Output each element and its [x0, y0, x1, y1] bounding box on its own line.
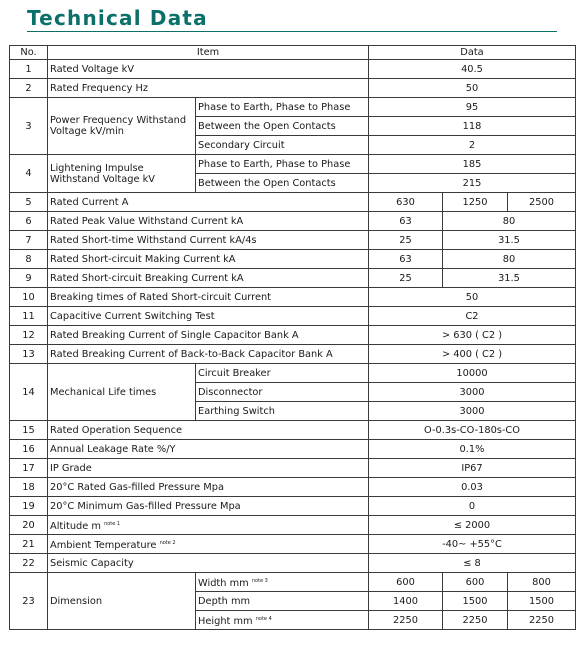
row-value: 31.5	[443, 231, 576, 250]
sub-item-value: 95	[369, 98, 576, 117]
row-value: 630	[369, 193, 443, 212]
row-number: 10	[10, 288, 48, 307]
row-item: Rated Peak Value Withstand Current kA	[48, 212, 369, 231]
table-row	[10, 155, 576, 174]
sub-item-value: 215	[369, 174, 576, 193]
table-row	[10, 288, 576, 307]
table-row	[10, 212, 576, 231]
sub-item-value: 1500	[508, 592, 576, 611]
sub-item-label: Depth mm	[196, 592, 369, 611]
row-item: Power Frequency Withstand Voltage kV/min	[48, 98, 196, 155]
row-value: 50	[369, 79, 576, 98]
table-row	[10, 307, 576, 326]
table-row	[10, 459, 576, 478]
row-value: > 400 ( C2 )	[369, 345, 576, 364]
sub-item-label: Phase to Earth, Phase to Phase	[196, 155, 369, 174]
sub-item-label: Secondary Circuit	[196, 136, 369, 155]
table-row	[10, 535, 576, 554]
row-number: 20	[10, 516, 48, 535]
row-item: 20°C Rated Gas-filled Pressure Mpa	[48, 478, 369, 497]
sub-item-value: 800	[508, 573, 576, 592]
sub-item-value: 2	[369, 136, 576, 155]
row-number: 2	[10, 79, 48, 98]
row-item: Rated Operation Sequence	[48, 421, 369, 440]
row-number: 11	[10, 307, 48, 326]
row-number: 5	[10, 193, 48, 212]
row-item: Seismic Capacity	[48, 554, 369, 573]
sub-item-label: Disconnector	[196, 383, 369, 402]
row-number: 6	[10, 212, 48, 231]
sub-item-value: 2250	[508, 611, 576, 630]
row-number: 23	[10, 573, 48, 630]
row-item: Rated Breaking Current of Back-to-Back Capacitor Bank A	[48, 345, 369, 364]
row-number: 17	[10, 459, 48, 478]
table-row	[10, 516, 576, 535]
table-row	[10, 231, 576, 250]
row-item: Capacitive Current Switching Test	[48, 307, 369, 326]
row-item: Rated Short-time Withstand Current kA/4s	[48, 231, 369, 250]
sub-item-label: Circuit Breaker	[196, 364, 369, 383]
row-item	[48, 516, 369, 535]
sub-item-label: Earthing Switch	[196, 402, 369, 421]
row-item	[48, 535, 369, 554]
row-value: O-0.3s-CO-180s-CO	[369, 421, 576, 440]
sub-item-label: Phase to Earth, Phase to Phase	[196, 98, 369, 117]
dimension-label: Height mm	[198, 615, 253, 627]
row-number: 3	[10, 98, 48, 155]
row-value: > 630 ( C2 )	[369, 326, 576, 345]
row-value: 0.03	[369, 478, 576, 497]
row-value: 25	[369, 269, 443, 288]
table-row	[10, 193, 576, 212]
table-row	[10, 554, 576, 573]
sub-item-value: 3000	[369, 383, 576, 402]
row-value: ≤ 8	[369, 554, 576, 573]
row-item: Rated Frequency Hz	[48, 79, 369, 98]
row-item-label: Altitude m	[50, 520, 101, 532]
table-row	[10, 364, 576, 383]
row-number: 4	[10, 155, 48, 193]
row-number: 1	[10, 60, 48, 79]
row-value: 63	[369, 250, 443, 269]
row-number: 8	[10, 250, 48, 269]
row-item: Rated Current A	[48, 193, 369, 212]
header-no: No.	[10, 46, 48, 60]
row-value: 31.5	[443, 269, 576, 288]
row-number: 21	[10, 535, 48, 554]
footnote-marker: note 3	[251, 577, 268, 584]
table-row	[10, 250, 576, 269]
header-item: Item	[48, 46, 369, 60]
row-number: 18	[10, 478, 48, 497]
table-header-row	[10, 46, 576, 60]
title-underline	[27, 31, 557, 32]
technical-data-table	[9, 45, 576, 630]
table-row	[10, 345, 576, 364]
row-value: 0.1%	[369, 440, 576, 459]
table-row	[10, 98, 576, 117]
table-row	[10, 79, 576, 98]
row-item: Rated Short-circuit Breaking Current kA	[48, 269, 369, 288]
row-item: IP Grade	[48, 459, 369, 478]
footnote-marker: note 1	[104, 520, 121, 527]
row-value: 2500	[508, 193, 576, 212]
table-row	[10, 573, 576, 592]
row-value: 80	[443, 250, 576, 269]
table-row	[10, 440, 576, 459]
row-value: 1250	[443, 193, 508, 212]
row-item: Lightening Impulse Withstand Voltage kV	[48, 155, 196, 193]
sub-item-value: 2250	[369, 611, 443, 630]
row-value: ≤ 2000	[369, 516, 576, 535]
sub-item-label	[196, 573, 369, 592]
row-item: Rated Breaking Current of Single Capacitor Bank A	[48, 326, 369, 345]
row-item: Rated Short-circuit Making Current kA	[48, 250, 369, 269]
row-number: 9	[10, 269, 48, 288]
table-row	[10, 326, 576, 345]
row-item: Breaking times of Rated Short-circuit Current	[48, 288, 369, 307]
table-row	[10, 497, 576, 516]
sub-item-value: 600	[443, 573, 508, 592]
row-value: 0	[369, 497, 576, 516]
table-row	[10, 269, 576, 288]
row-value: 25	[369, 231, 443, 250]
row-number: 15	[10, 421, 48, 440]
row-value: 50	[369, 288, 576, 307]
row-item: 20°C Minimum Gas-filled Pressure Mpa	[48, 497, 369, 516]
row-number: 7	[10, 231, 48, 250]
row-item: Dimension	[48, 573, 196, 630]
row-number: 16	[10, 440, 48, 459]
sub-item-label: Between the Open Contacts	[196, 174, 369, 193]
table-row	[10, 421, 576, 440]
sub-item-label: Between the Open Contacts	[196, 117, 369, 136]
sub-item-value: 1500	[443, 592, 508, 611]
sub-item-value: 1400	[369, 592, 443, 611]
footnote-marker: note 2	[159, 539, 176, 546]
page-title: Technical Data	[27, 6, 208, 30]
row-value: C2	[369, 307, 576, 326]
row-number: 13	[10, 345, 48, 364]
sub-item-value: 185	[369, 155, 576, 174]
sub-item-label	[196, 611, 369, 630]
sub-item-value: 3000	[369, 402, 576, 421]
row-value: 80	[443, 212, 576, 231]
row-value: 63	[369, 212, 443, 231]
row-item-label: Ambient Temperature	[50, 539, 157, 551]
row-value: IP67	[369, 459, 576, 478]
sub-item-value: 10000	[369, 364, 576, 383]
row-item: Rated Voltage kV	[48, 60, 369, 79]
row-number: 22	[10, 554, 48, 573]
row-number: 12	[10, 326, 48, 345]
dimension-label: Width mm	[198, 577, 249, 589]
row-item: Mechanical Life times	[48, 364, 196, 421]
row-item: Annual Leakage Rate %/Y	[48, 440, 369, 459]
sub-item-value: 118	[369, 117, 576, 136]
row-value: 40.5	[369, 60, 576, 79]
table-row	[10, 60, 576, 79]
sub-item-value: 600	[369, 573, 443, 592]
row-value: -40~ +55°C	[369, 535, 576, 554]
sub-item-value: 2250	[443, 611, 508, 630]
row-number: 14	[10, 364, 48, 421]
table-row	[10, 478, 576, 497]
header-data: Data	[369, 46, 576, 60]
row-number: 19	[10, 497, 48, 516]
footnote-marker: note 4	[255, 615, 272, 622]
